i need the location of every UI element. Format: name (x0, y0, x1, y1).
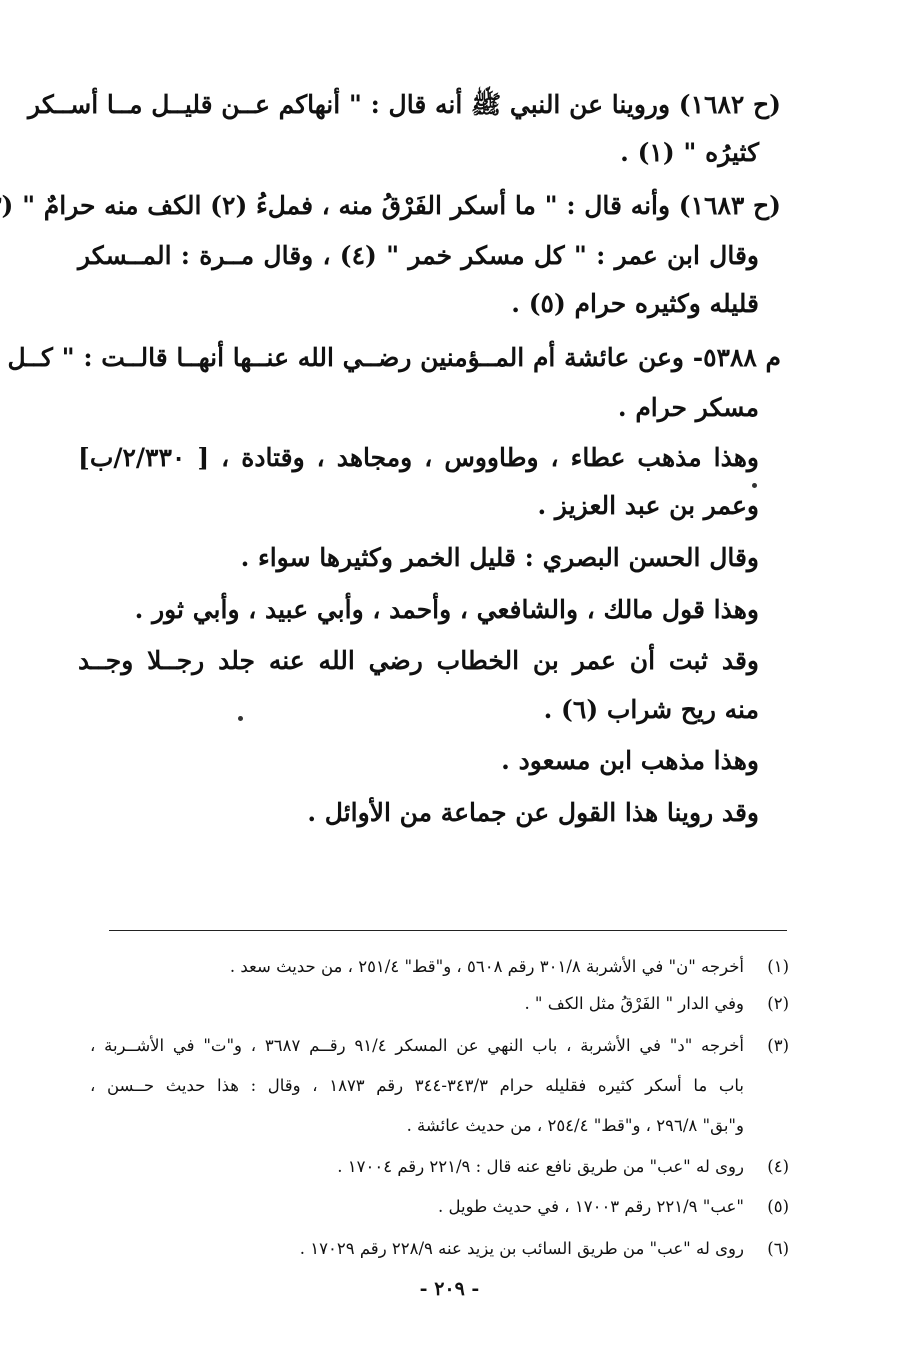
text-line-ibn-umar-cont: قليله وكثيره حرام (٥) . (511, 289, 759, 318)
footnote-text: "عب" ٢٢١/٩ رقم ١٧٠٠٣ ، في حديث طويل . (438, 1197, 744, 1216)
footnote-text: روى له "عب" من طريق السائب بن يزيد عنه ٢٢٨/٩ رقم ١٧٠٢٩ . (299, 1239, 744, 1258)
footnote-text: أخرجه "د" في الأشربة ، باب النهي عن المسكر ٩١/٤ رقــم ٣٦٨٧ ، و"ت" في الأشــربة ، (90, 1036, 744, 1055)
footnote-number: (١) (767, 957, 789, 976)
text-line-hadith-1682-cont: كثيرُه " (١) . (620, 138, 759, 167)
text-line-hasan-basri: وقال الحسن البصري : قليل الخمر وكثيرها سواء . (240, 543, 759, 572)
footnote-text: روى له "عب" من طريق نافع عنه قال : ٢٢١/٩ رقم ١٧٠٠٤ . (337, 1157, 744, 1176)
footnote-text: و"بق" ٢٩٦/٨ ، و"قط" ٢٥٤/٤ ، من حديث عائشة . (406, 1116, 744, 1135)
footnote-4 (0, 1153, 899, 1181)
footnote-text: أخرجه "ن" في الأشربة ٣٠١/٨ رقم ٥٦٠٨ ، و"قط" ٢٥١/٤ ، من حديث سعد . (229, 957, 744, 976)
text-line-ibn-masud: وهذا مذهب ابن مسعود . (501, 746, 759, 775)
ink-speck (238, 716, 243, 721)
footnote-number: (٣) (767, 1036, 789, 1055)
text-line-awail: وقد روينا هذا القول عن جماعة من الأوائل . (307, 798, 759, 827)
footnote-text: وفي الدار " الفَرْقُ مثل الكف " . (524, 994, 744, 1013)
text-line-hadith-1683: (ح ١٦٨٣) وأنه قال : " ما أسكر الفَرْقُ منه ، فملءُ (٢) الكف منه حرامٌ " ( (1, 191, 781, 220)
footnote-3-cont (0, 1112, 899, 1140)
text-line-masala-5388: م ٥٣٨٨- وعن عائشة أم المــؤمنين رضــي الله عنــها أنهــا قالــت : " كــل (7, 343, 781, 372)
text-line-ibn-umar: وقال ابن عمر : " كل مسكر خمر " (٤) ، وقال مــرة : المــسكر (78, 241, 759, 270)
text-line-hadith-1682: (ح ١٦٨٢) وروينا عن النبي ﷺ أنه قال : " أنهاكم عــن قليــل مــا أســكر (28, 90, 781, 119)
text-line-malik-shafii: وهذا قول مالك ، والشافعي ، وأحمد ، وأبي عبيد ، وأبي ثور . (134, 595, 759, 624)
footnote-text: باب ما أسكر كثيره فقليله حرام ٣٤٣/٣-٣٤٤ رقم ١٨٧٣ ، وقال : هذا حديث حــسن ، (90, 1076, 745, 1095)
footnote-6 (0, 1235, 899, 1263)
page-number: - ٢٠٩ - (419, 1278, 480, 1300)
footnote-2 (0, 990, 899, 1018)
footnote-number: (٦) (767, 1239, 789, 1258)
footnote-5 (0, 1193, 899, 1221)
footnote-number: (٥) (767, 1197, 789, 1216)
footnote-number: (٢) (767, 994, 789, 1013)
footnote-separator (109, 930, 787, 931)
text-line-umar-ibn-khattab: وقد ثبت أن عمر بن الخطاب رضي الله عنه جلد رجــلا وجــد (78, 646, 759, 675)
text-line-madhhab-ata: وهذا مذهب عطاء ، وطاووس ، ومجاهد ، وقتادة ، [ ٢/٣٣٠/ب] (78, 443, 759, 472)
footnote-3 (0, 1032, 899, 1060)
text-line-umar-abd-alaziz: وعمر بن عبد العزيز . (537, 491, 759, 520)
ink-speck (752, 483, 757, 488)
footnote-1 (0, 953, 899, 981)
footnote-number: (٤) (767, 1157, 789, 1176)
text-line-umar-ibn-khattab-cont: منه ريح شراب (٦) . (543, 695, 759, 724)
text-line-masala-5388-cont: مسكر حرام . (617, 393, 759, 422)
footnote-3-cont (0, 1072, 899, 1100)
